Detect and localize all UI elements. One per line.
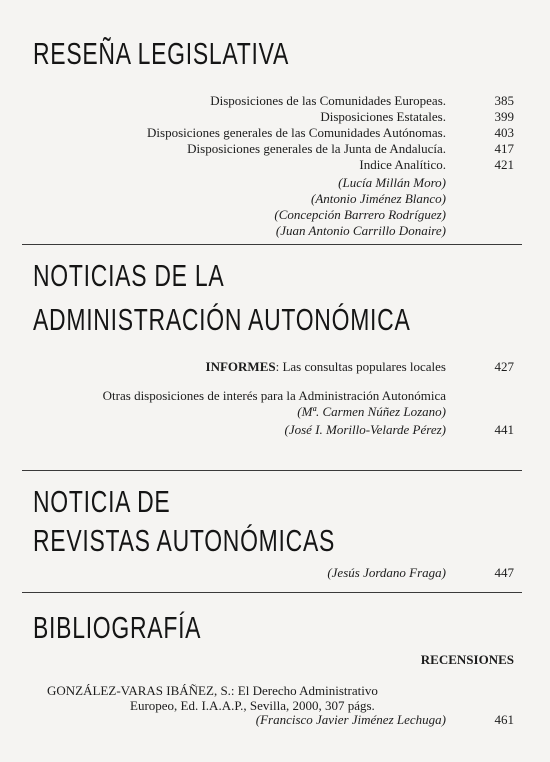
toc-author (0, 422, 550, 438)
toc-entry (0, 125, 550, 141)
toc-entry-text: Disposiciones generales de las Comunidades Autónomas. (147, 125, 446, 140)
toc-entry (0, 157, 550, 173)
author-name: (Concepción Barrero Rodríguez) (274, 207, 446, 222)
section-title-revistas-line1: NOTICIA DE (33, 484, 171, 519)
toc-entry (0, 109, 550, 125)
author-name: (Antonio Jiménez Blanco) (310, 191, 446, 206)
toc-entry-text: Otras disposiciones de interés para la Administración Autonómica (102, 388, 446, 403)
toc-entry-page: 403 (494, 125, 514, 140)
section-title-noticias-line1: NOTICIAS DE LA (33, 258, 225, 293)
informes-text: : Las consultas populares locales (275, 359, 446, 374)
toc-entry-page: 417 (494, 141, 514, 156)
toc-entry (0, 141, 550, 157)
toc-entry-text: Disposiciones de las Comunidades Europeas. (210, 93, 446, 108)
recensiones-label: RECENSIONES (420, 652, 514, 667)
toc-entry-text: Disposiciones Estatales. (320, 109, 446, 124)
toc-entry-informes (0, 359, 550, 375)
section-title-resena-legislativa: RESEÑA LEGISLATIVA (33, 36, 289, 71)
toc-entry-page: 385 (494, 93, 514, 108)
toc-author (0, 175, 550, 191)
toc-entry-text: Disposiciones generales de la Junta de Andalucía. (187, 141, 446, 156)
author-name: (Mª. Carmen Núñez Lozano) (297, 404, 446, 419)
toc-entry-page: 427 (494, 359, 514, 374)
section-title-revistas-line2: REVISTAS AUTONÓMICAS (33, 523, 336, 558)
toc-author (0, 404, 550, 420)
section-divider (22, 592, 522, 593)
toc-author (0, 207, 550, 223)
subsection-heading (0, 652, 550, 668)
toc-entry-page: 461 (494, 712, 514, 727)
section-title-bibliografia: BIBLIOGRAFÍA (33, 610, 202, 645)
author-name: (Lucía Millán Moro) (338, 175, 446, 190)
toc-entry-page: 447 (494, 565, 514, 580)
bibliography-entry-line1: GONZÁLEZ-VARAS IBÁÑEZ, S.: El Derecho Administrativo (47, 683, 378, 698)
section-divider (22, 470, 522, 471)
toc-author (0, 223, 550, 239)
toc-entry-page: 399 (494, 109, 514, 124)
toc-entry-page: 441 (494, 422, 514, 437)
toc-author (0, 565, 550, 581)
author-name: (Juan Antonio Carrillo Donaire) (275, 223, 446, 238)
toc-entry-text: Indice Analítico. (359, 157, 446, 172)
toc-author (0, 191, 550, 207)
section-title-noticias-line2: ADMINISTRACIÓN AUTONÓMICA (33, 302, 411, 337)
informes-label: INFORMES (205, 359, 276, 374)
toc-entry-text (206, 359, 446, 375)
toc-entry-page: 421 (494, 157, 514, 172)
author-name: (Francisco Javier Jiménez Lechuga) (255, 712, 446, 727)
toc-entry (0, 388, 550, 404)
toc-entry (0, 93, 550, 109)
bibliography-entry-line2: Europeo, Ed. I.A.A.P., Sevilla, 2000, 307 págs. (130, 698, 375, 713)
section-divider (22, 244, 522, 245)
author-name: (José I. Morillo-Velarde Pérez) (284, 422, 446, 437)
toc-author (0, 712, 550, 728)
author-name: (Jesús Jordano Fraga) (327, 565, 446, 580)
